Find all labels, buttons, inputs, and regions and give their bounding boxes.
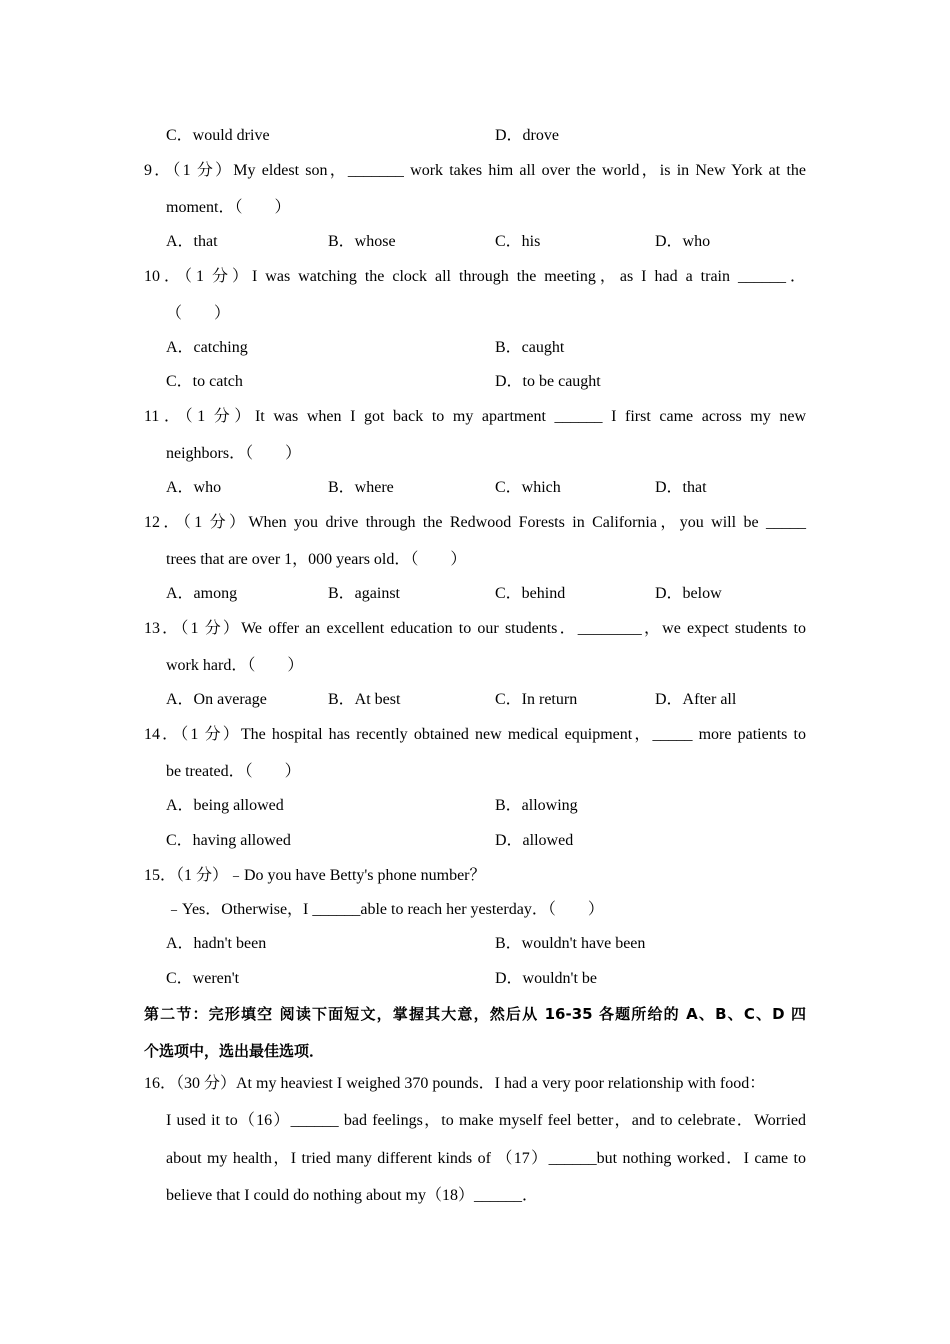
- question-16-passage: 16．（30 分）At my heaviest I weighed 370 pounds．I had a very poor relationship with food：: [144, 1075, 766, 1092]
- option-d: D．below: [655, 585, 722, 602]
- question-15-stem-cont: ﹣Yes．Otherwise，I ______able to reach her yesterday．（ ）: [166, 901, 604, 918]
- option-c: C．weren't: [166, 970, 240, 987]
- option-d: D．drove: [495, 127, 559, 144]
- option-d: D．to be caught: [495, 373, 601, 390]
- question-14-stem-cont: be treated．（ ）: [166, 763, 301, 780]
- option-b: B．caught: [495, 339, 565, 356]
- question-10-stem: 10．（1 分）I was watching the clock all through the meeting，as I had a train ______．: [144, 268, 806, 285]
- option-b: B．against: [328, 585, 400, 602]
- option-a: A．among: [166, 585, 238, 602]
- question-16-passage-line: about my health，I tried many different kinds of （17）______but nothing worked．I came to: [166, 1150, 806, 1167]
- option-d: D．that: [655, 479, 707, 496]
- option-a: A．On average: [166, 691, 267, 708]
- question-11-stem-cont: neighbors．（ ）: [166, 445, 302, 462]
- option-d: D．wouldn't be: [495, 970, 597, 987]
- option-c: C．In return: [495, 691, 578, 708]
- option-a: A．catching: [166, 339, 248, 356]
- option-c: C．having allowed: [166, 832, 291, 849]
- question-13-stem-cont: work hard．（ ）: [166, 657, 304, 674]
- option-a: A．that: [166, 233, 218, 250]
- question-16-passage-line: believe that I could do nothing about my（18）______．: [166, 1187, 538, 1204]
- section-heading-cont: 个选项中，选出最佳选项．: [144, 1042, 325, 1060]
- option-d: D．After all: [655, 691, 737, 708]
- option-b: B．wouldn't have been: [495, 935, 646, 952]
- question-10-stem-cont: （ ）: [166, 305, 231, 322]
- option-a: A．who: [166, 479, 222, 496]
- option-b: B．where: [328, 479, 394, 496]
- option-d: D．allowed: [495, 832, 574, 849]
- option-c: C．which: [495, 479, 561, 496]
- option-b: B．whose: [328, 233, 396, 250]
- question-12-stem: 12．（1 分）When you drive through the Redwood Forests in California，you will be _____: [144, 514, 806, 531]
- question-9-stem: 9．（1 分）My eldest son，_______ work takes him all over the world，is in New York at the: [144, 162, 806, 179]
- option-c: C．his: [495, 233, 541, 250]
- option-d: D．who: [655, 233, 711, 250]
- question-16-passage-line: I used it to（16）______ bad feelings，to make myself feel better，and to celebrate．Worried: [166, 1112, 806, 1129]
- option-b: B．allowing: [495, 797, 578, 814]
- question-11-stem: 11．（1 分）It was when I got back to my apartment ______ I first came across my new: [144, 408, 806, 425]
- question-14-stem: 14．（1 分）The hospital has recently obtained new medical equipment，_____ more patients to: [144, 726, 806, 743]
- question-13-stem: 13．（1 分）We offer an excellent education to our students．________，we expect students to: [144, 620, 806, 637]
- option-c: C．behind: [495, 585, 566, 602]
- option-a: A．being allowed: [166, 797, 284, 814]
- question-15-stem: 15．（1 分）﹣Do you have Betty's phone number？: [144, 867, 486, 884]
- section-heading: 第二节：完形填空 阅读下面短文，掌握其大意，然后从 16-35 各题所给的 A、B、C、D 四: [144, 1005, 806, 1023]
- option-a: A．hadn't been: [166, 935, 267, 952]
- option-c: C．to catch: [166, 373, 243, 390]
- option-b: B．At best: [328, 691, 401, 708]
- question-9-stem-cont: moment．（ ）: [166, 199, 291, 216]
- question-12-stem-cont: trees that are over 1，000 years old．（ ）: [166, 551, 467, 568]
- option-c: C．would drive: [166, 127, 270, 144]
